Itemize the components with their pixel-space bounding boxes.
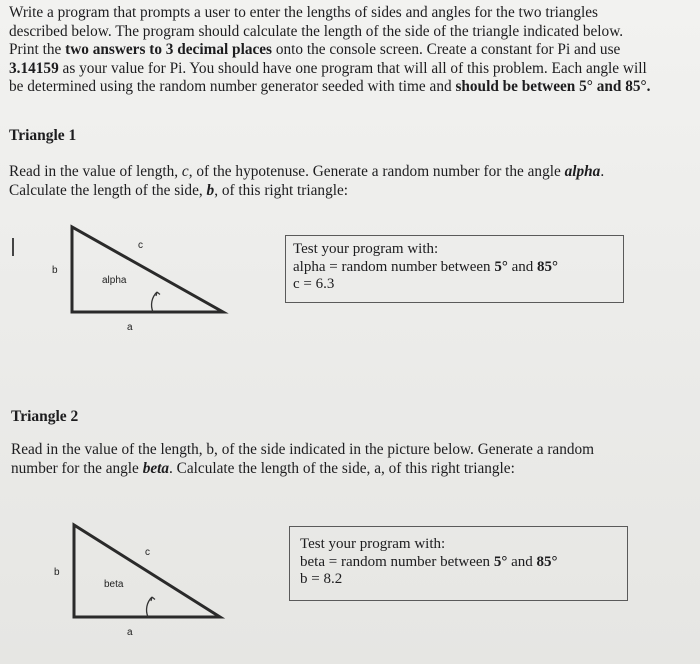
triangle-1-heading: Triangle 1	[9, 127, 77, 144]
triangle-2-diagram	[54, 515, 240, 645]
side-b-label: b	[52, 265, 58, 276]
side-b-label: b	[54, 567, 60, 578]
intro-line: described below. The program should calculate the length of the side of the triangle indicated below.	[9, 22, 624, 40]
side-a-label: a	[127, 322, 133, 333]
triangle-1-instructions: Read in the value of length, c, of the hypotenuse. Generate a random number for the angle alpha. Calculate the length of the side, b, of this right triangle:	[9, 163, 605, 199]
intro-line: be determined using the random number generator seeded with time and should be between 5° and 85°.	[9, 78, 651, 96]
side-c-label: c	[145, 547, 150, 558]
triangle-2-heading: Triangle 2	[11, 408, 79, 425]
intro-line: 3.14159 as your value for Pi. You should have one program that will all of this problem. Each angle will	[9, 59, 647, 77]
angle-alpha-label: alpha	[102, 275, 127, 286]
side-a-label: a	[127, 627, 133, 638]
triangle-2-shape	[74, 525, 220, 617]
intro-line: Print the two answers to 3 decimal places onto the console screen. Create a constant for Pi and use	[9, 41, 621, 59]
triangle-1-test-box: Test your program with: alpha = random number between 5° and 85° c = 6.3	[285, 235, 624, 303]
text-cursor	[12, 238, 14, 256]
triangle-2-instructions: Read in the value of the length, b, of the side indicated in the picture below. Generate a random number for the angle beta. Calculate the length of the side, a, of this right triangle:	[11, 441, 595, 477]
angle-beta-label: beta	[104, 579, 124, 590]
intro-paragraph	[9, 4, 695, 97]
triangle-2-test-box: Test your program with: beta = random number between 5° and 85° b = 8.2	[289, 526, 628, 601]
side-c-label: c	[138, 240, 143, 251]
triangle-1-shape	[72, 227, 223, 312]
intro-line: Write a program that prompts a user to enter the lengths of sides and angles for the two triangles	[9, 4, 598, 21]
triangle-1-diagram	[52, 212, 240, 337]
